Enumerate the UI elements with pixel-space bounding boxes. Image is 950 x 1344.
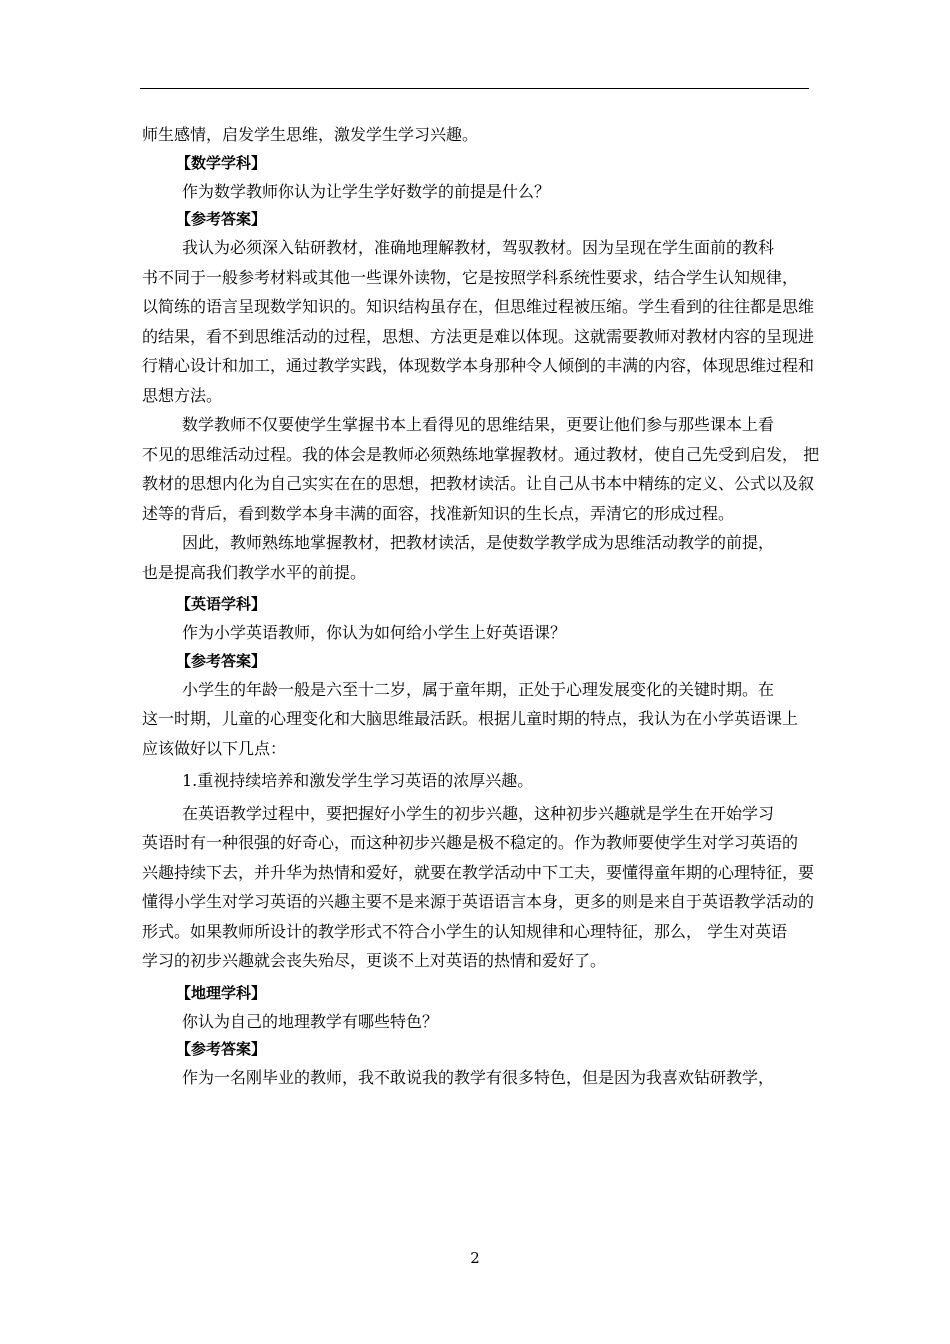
header-rule (140, 88, 809, 89)
answer-paragraph-english-1 (142, 675, 810, 764)
text-line: 述等的背后，看到数学本身丰满的面容，找准新知识的生长点，弄清它的形成过程。 (142, 503, 735, 523)
answer-label-math: 【参考答案】 (176, 210, 267, 228)
text-line: 的结果，看不到思维活动的过程，思想、方法更是难以体现。这就需要教师对教材内容的呈现进 (142, 326, 815, 346)
answer-paragraph-math-2 (142, 410, 820, 528)
question-english: 作为小学英语教师，你认为如何给小学生上好英语课？ (182, 623, 567, 642)
text-line: 作为一名刚毕业的教师，我不敢说我的教学有很多特色，但是因为我喜欢钻研教学， (182, 1068, 775, 1087)
text-line: 在英语教学过程中，要把握好小学生的初步兴趣，这种初步兴趣就是学生在开始学习 (182, 803, 775, 823)
text-line: 小学生的年龄一般是六至十二岁，属于童年期，正处于心理发展变化的关键时期。在 (182, 679, 775, 699)
text-line: 我认为必须深入钻研教材，准确地理解教材，驾驭教材。因为呈现在学生面前的教科 (182, 238, 775, 257)
text-line: 英语时有一种很强的好奇心，而这种初步兴趣是极不稳定的。作为教师要使学生对学习英语的 (142, 833, 799, 852)
text-line: 数学教师不仅要使学生掌握书本上看得见的思维结果，更要让他们参与那些课本上看 (182, 415, 775, 434)
document-body (142, 120, 820, 1093)
text-line: 书不同于一般参考材料或其他一些课外读物，它是按照学科系统性要求，结合学生认知规律， (142, 267, 799, 287)
answer-paragraph-math-1 (142, 233, 815, 410)
paragraph-continuation: 师生感情，启发学生思维，激发学生学习兴趣。 (142, 125, 479, 144)
text-line: 应该做好以下几点： (142, 738, 287, 758)
answer-label-english: 【参考答案】 (176, 651, 267, 670)
section-heading-math: 【数学学科】 (176, 153, 267, 172)
text-line: 形式。如果教师所设计的教学形式不符合小学生的认知规律和心理特征，那么， 学生对英语 (142, 921, 788, 941)
text-line: 学习的初步兴趣就会丧失殆尽，更谈不上对英语的热情和爱好了。 (142, 951, 607, 970)
answer-paragraph-math-3 (142, 528, 810, 587)
text-line: 不见的思维活动过程。我的体会是教师必须熟练地掌握教材。通过教材，使自己先受到启发， 把 (142, 444, 820, 464)
text-line: 这一时期，儿童的心理变化和大脑思维最活跃。根据儿童时期的特点，我认为在小学英语课上 (142, 709, 799, 728)
answer-paragraph-geography-1 (142, 1063, 810, 1093)
section-heading-english: 【英语学科】 (176, 595, 267, 613)
text-line: 以简练的语言呈现数学知识的。知识结构虽存在，但思维过程被压缩。学生看到的往往都是思维 (142, 297, 815, 316)
text-line: 兴趣持续下去，并升华为热情和爱好，就要在教学活动中下工夫，要懂得童年期的心理特征，要 (142, 862, 815, 882)
text-line: 也是提高我们教学水平的前提。 (142, 562, 367, 582)
answer-paragraph-english-2 (142, 799, 815, 976)
text-line: 行精心设计和加工，通过教学实践，体现数学本身那种令人倾倒的丰满的内容，体现思维过程和 (142, 356, 815, 375)
page-number: 2 (470, 1249, 480, 1267)
text-line: 懂得小学生对学习英语的兴趣主要不是来源于英语语言本身，更多的则是来自于英语教学活动的 (142, 892, 815, 911)
question-math: 作为数学教师你认为让学生学好数学的前提是什么？ (182, 181, 551, 201)
question-geography: 你认为自己的地理教学有哪些特色？ (182, 1011, 439, 1031)
text-line: 教材的思想内化为自己实实在在的思想，把教材读活。让自己从书本中精练的定义、公式以及叙 (142, 474, 815, 493)
section-heading-geography: 【地理学科】 (176, 983, 267, 1002)
english-point-1: 1.重视持续培养和激发学生学习英语的浓厚兴趣。 (182, 771, 534, 790)
answer-label-geography: 【参考答案】 (176, 1040, 267, 1058)
text-line: 因此，教师熟练地掌握教材，把教材读活，是使数学教学成为思维活动教学的前提， (182, 533, 775, 552)
text-line: 思想方法。 (142, 385, 223, 405)
